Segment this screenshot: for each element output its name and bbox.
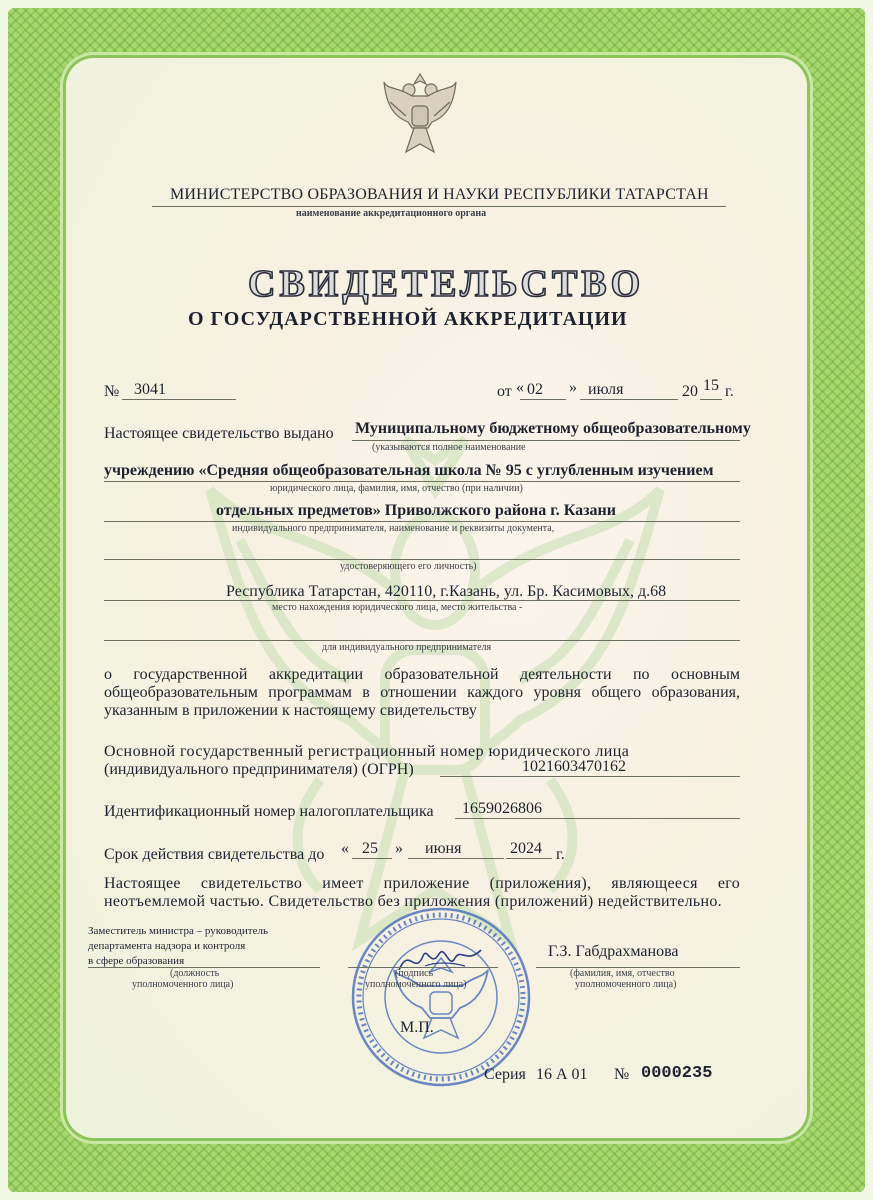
issued-to-underline-2 (104, 481, 740, 482)
signatory-name: Г.З. Габдрахманова (548, 943, 679, 960)
issued-to-line-1: Муниципальному бюджетному общеобразовательному (355, 420, 751, 437)
signature-caption-2: уполномоченного лица) (365, 979, 467, 990)
date-close-quote: » (569, 379, 577, 396)
issued-to-caption-2: юридического лица, фамилия, имя, отчество (при наличии) (270, 483, 523, 494)
seal-place: М.П. (400, 1019, 434, 1036)
inn-line (455, 818, 740, 819)
signatory-position-line-3: в сфере образования (88, 955, 185, 967)
official-seal-icon (350, 906, 532, 1088)
coat-of-arms-icon (382, 72, 458, 158)
signatory-position-line-2: департамента надзора и контроля (88, 940, 246, 952)
issued-to-caption-3: индивидуального предпринимателя, наименование и реквизиты документа, (232, 523, 555, 534)
name-caption-2: уполномоченного лица) (575, 979, 677, 990)
authority-caption: наименование аккредитационного органа (296, 208, 487, 219)
certificate-number: 3041 (134, 381, 166, 398)
ogrn-label-line-2: (индивидуального предпринимателя) (ОГРН) (104, 761, 414, 778)
issued-to-caption-5: место нахождения юридического лица, место жительства - (272, 602, 523, 613)
date-year-suffix: 15 (703, 377, 719, 394)
date-prefix: от (497, 383, 512, 400)
issued-to-line-2: учреждению «Средняя общеобразовательная школа № 95 с углубленным изучением (104, 462, 714, 479)
validity-unit: г. (556, 846, 565, 863)
validity-year: 2024 (510, 840, 542, 857)
identity-doc-line (104, 559, 740, 560)
legal-address: Республика Татарстан, 420110, г.Казань, ул. Бр. Касимовых, д.68 (226, 583, 667, 600)
issued-to-label: Настоящее свидетельство выдано (104, 425, 334, 442)
validity-year-line (506, 858, 552, 859)
validity-close-quote: » (395, 840, 403, 857)
issued-to-caption-4: удостоверяющего его личность) (340, 561, 477, 572)
issued-to-underline-1 (352, 440, 740, 441)
issuing-authority: МИНИСТЕРСТВО ОБРАЗОВАНИЯ И НАУКИ РЕСПУБЛИКИ ТАТАРСТАН (170, 186, 709, 203)
inn-label: Идентификационный номер налогоплательщика (104, 803, 434, 820)
validity-day-line (352, 858, 392, 859)
authority-line (152, 206, 726, 207)
validity-month-line (408, 858, 504, 859)
date-month: июля (588, 381, 624, 398)
validity-day: 25 (362, 840, 378, 857)
document-title: СВИДЕТЕЛЬСТВО (248, 263, 645, 305)
appendix-text: Настоящее свидетельство имеет приложение (приложения), являющееся его неотъемлемой частью. Свидетельство без приложения (приложений) недействительно. (104, 875, 740, 910)
number-label: № (104, 383, 120, 400)
series-label: Серия (484, 1066, 526, 1083)
series-value: 16 А 01 (536, 1066, 588, 1083)
inn-value: 1659026806 (462, 800, 542, 817)
date-day: 02 (527, 381, 543, 398)
date-year-unit: г. (725, 383, 734, 400)
date-month-line (580, 399, 678, 400)
accreditation-text: о государственной аккредитации образовательной деятельности по основным общеобразовательным программам в отношении каждого уровня общего образования, указанным в приложении к настоящему свидетельству (104, 666, 740, 719)
entrepreneur-line (104, 640, 740, 641)
signature-caption-1: (подпись (395, 968, 434, 979)
blank-number-label: № (614, 1066, 630, 1083)
issued-to-caption-1: (указываются полное наименование (372, 442, 526, 453)
issued-to-line-3: отдельных предметов» Приволжского района г. Казани (216, 502, 616, 519)
ogrn-line (440, 776, 740, 777)
document-subtitle: О ГОСУДАРСТВЕННОЙ АККРЕДИТАЦИИ (188, 308, 628, 330)
date-open-quote: « (516, 379, 524, 396)
ogrn-label-line-1: Основной государственный регистрационный номер юридического лица (104, 743, 630, 760)
issued-to-caption-6: для индивидуального предпринимателя (322, 642, 492, 653)
position-caption-1: (должность (170, 968, 220, 979)
blank-number: 0000235 (641, 1064, 713, 1083)
signatory-position-line-1: Заместитель министра – руководитель (88, 925, 268, 937)
date-day-line (520, 399, 566, 400)
date-year-line (700, 399, 722, 400)
ogrn-value: 1021603470162 (522, 758, 626, 775)
validity-open-quote: « (341, 840, 349, 857)
position-caption-2: уполномоченного лица) (132, 979, 234, 990)
issued-to-underline-3 (104, 521, 740, 522)
address-line (104, 600, 740, 601)
validity-label: Срок действия свидетельства до (104, 846, 325, 863)
date-year-prefix: 20 (682, 383, 698, 400)
name-caption-1: (фамилия, имя, отчество (570, 968, 675, 979)
number-line (122, 399, 236, 400)
validity-month: июня (425, 840, 462, 857)
